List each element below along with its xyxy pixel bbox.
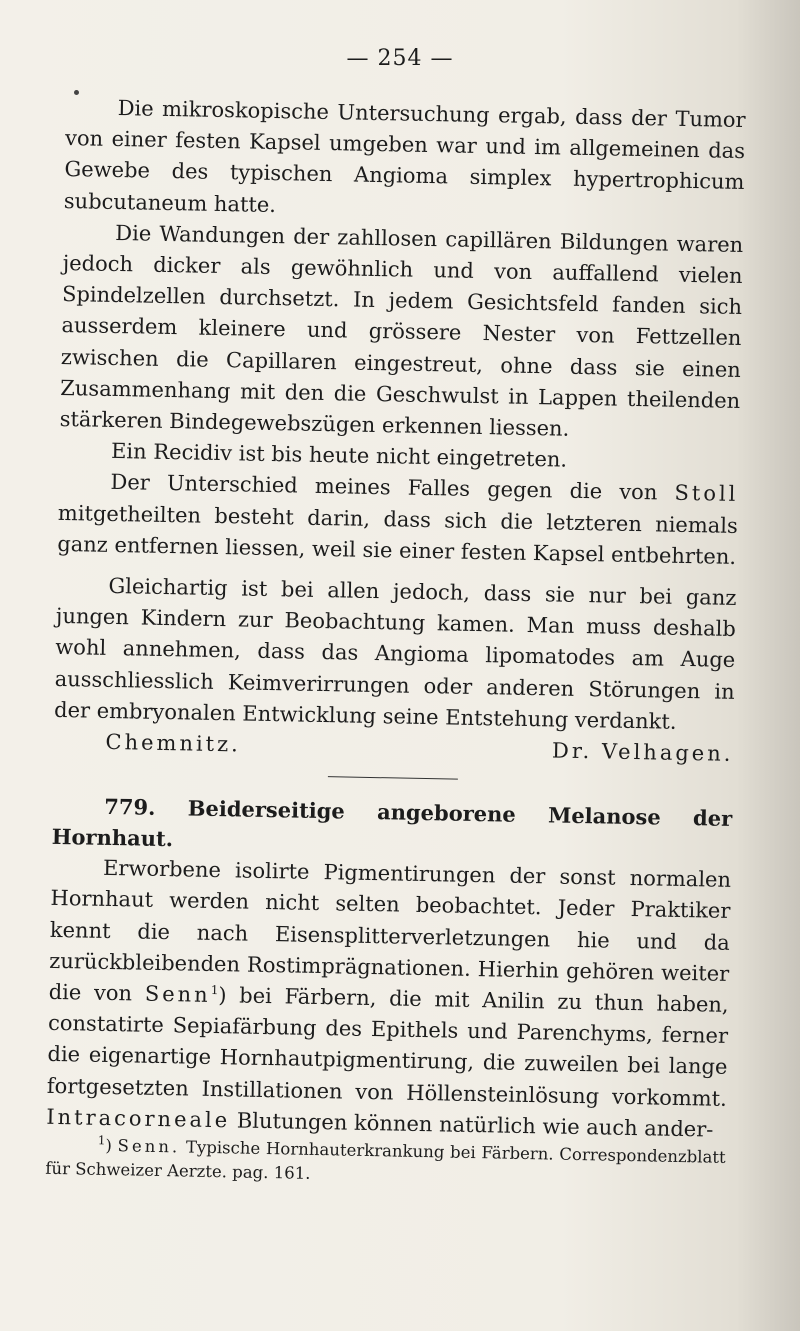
page-number: — 254 — bbox=[346, 46, 454, 71]
text-segment: Blutungen können natürlich wie auch ander- bbox=[229, 1108, 714, 1142]
section-divider bbox=[328, 776, 458, 779]
text-segment: Der Unterschied meines Falles gegen die von bbox=[110, 470, 675, 506]
text-segment: mitgetheilten besteht darin, dass sich die letzteren niemals ganz entfernen liessen, weil sie einer festen Kapsel entbehrten. bbox=[57, 500, 739, 569]
author-name-stoll: Stoll bbox=[674, 481, 739, 507]
signature-place: Chemnitz. bbox=[105, 729, 242, 757]
footnote-text: Typische Hornhauterkrankung bei Färbern. Correspondenzblatt für Schweizer Aerzte. pag. 161. bbox=[45, 1137, 726, 1183]
paragraph-pigmentation bbox=[46, 852, 731, 1146]
footnote-ref[interactable]: 1 bbox=[210, 983, 219, 998]
term-intracorneale: Intracorneale bbox=[46, 1104, 231, 1133]
section-heading: 779. Beiderseitige angeborene Melanose der Hornhaut. bbox=[51, 794, 733, 852]
page-body bbox=[45, 92, 746, 1194]
paragraph-walls: Die Wandungen der zahllosen capillären Bildungen waren jedoch dicker als gewöhnlich und von auffallend vielen Spindelzellen durchsetzt. In jedem Gesichtsfeld fanden sich ausserdem kleinere und grössere Nester von Fettzellen zwischen die Capillaren eingestreut, ohne dass sie einen Zusammenhang mit den die Geschwulst in Lappen theilenden stärkeren Bindegewebszügen erkennen liessen. bbox=[59, 220, 744, 441]
paragraph-conclusion: Gleichartig ist bei allen jedoch, dass sie nur bei ganz jungen Kindern zur Beobachtung kamen. Man muss deshalb wohl annehmen, dass das Angioma lipomatodes am Auge ausschliesslich Keimverirrungen oder anderen Störungen in der embryonalen Entwicklung seine Entstehung verdankt. bbox=[53, 573, 737, 734]
text-segment: Erworbene isolirte Pigmentirungen der sonst normalen Hornhaut werden nicht selten beobachtet. Jeder Praktiker kennt die nach Eisensplitterverletzungen hie und da zurückbleibenden Rostimprägnationen. Hierhin gehören weiter die von bbox=[48, 856, 732, 1006]
paragraph-difference bbox=[57, 466, 739, 573]
author-name-senn: Senn bbox=[144, 981, 211, 1008]
footnote-paren: ) bbox=[105, 1136, 118, 1156]
signature-author: Dr. Velhagen. bbox=[551, 738, 734, 766]
paragraph-microscopy: Die mikroskopische Untersuchung ergab, dass der Tumor von einer festen Kapsel umgeben war und im allgemeinen das Gewebe des typischen Angioma simplex hypertrophicum subcutaneum hatte. bbox=[63, 95, 746, 217]
footnote-author: Senn. bbox=[117, 1136, 181, 1157]
paragraph-recidiv: Ein Recidiv ist bis heute nicht eingetreten. bbox=[110, 439, 568, 472]
footnote-mark: 1 bbox=[97, 1133, 106, 1148]
text-segment: ) bei Färbern, die mit Anilin zu thun haben, constatirte Sepiafärbung des Epithels und Parenchyms, ferner die eigenartige Hornhautpigmentirung, die zuweilen bei lange fortgesetzten Instillationen von Höllensteinlösung vorkommt. bbox=[46, 983, 729, 1111]
